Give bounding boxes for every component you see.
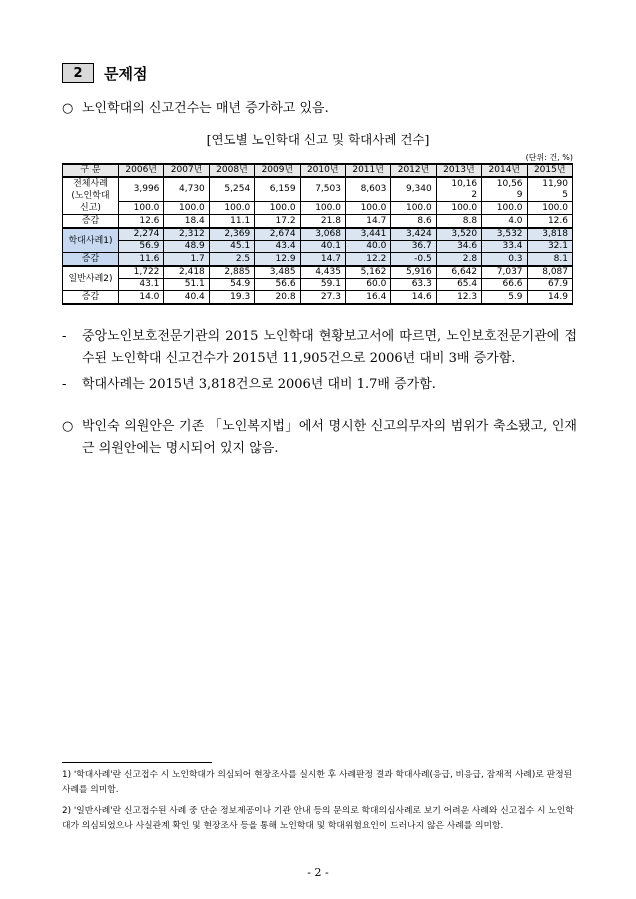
table-cell: 100.0 [300, 202, 345, 215]
table-cell: 48.9 [164, 241, 209, 253]
table-cell: 27.3 [300, 291, 345, 305]
paragraph-2 [62, 416, 577, 460]
table-cell: 100.0 [527, 202, 572, 215]
bullet-1-text: 중앙노인보호전문기관의 2015 노인학대 현황보고서에 따르면, 노인보호전문기관에 접수된 노인학대 신고건수가 2015년 11,905건으로 2006년 대비 3배 증가함. [82, 329, 577, 366]
row-label: 증감 [63, 291, 119, 305]
table-cell: 54.9 [209, 279, 254, 291]
table-cell: 12.2 [345, 253, 390, 267]
table-cell: 66.6 [482, 279, 527, 291]
table-cell: -0.5 [391, 253, 436, 267]
table-cell: 5,916 [391, 266, 436, 279]
section-number: 2 [62, 63, 94, 83]
table-cell: 4,435 [300, 266, 345, 279]
table-row [63, 215, 573, 229]
bullet-1 [62, 326, 577, 370]
table-cell: 8,603 [345, 177, 390, 202]
table-row [63, 228, 573, 241]
table-cell: 36.7 [391, 241, 436, 253]
table-cell: 11,90 5 [527, 177, 572, 202]
table-cell: 21.8 [300, 215, 345, 229]
table-cell: 8,087 [527, 266, 572, 279]
table-cell: 100.0 [345, 202, 390, 215]
table-cell: 32.1 [527, 241, 572, 253]
table-cell: 3,424 [391, 228, 436, 241]
dash-bullet: - [62, 377, 67, 392]
table-cell: 6,159 [255, 177, 300, 202]
table-cell: 100.0 [391, 202, 436, 215]
table-row [63, 177, 573, 202]
table-cell: 3,818 [527, 228, 572, 241]
table-row [63, 253, 573, 267]
table-cell: 100.0 [209, 202, 254, 215]
table-header-cell: 구 분 [63, 164, 119, 177]
table-cell: 1.7 [164, 253, 209, 267]
table-cell: 56.9 [119, 241, 164, 253]
table-cell: 2.8 [436, 253, 481, 267]
table-cell: 12.6 [119, 215, 164, 229]
table-cell: 3,532 [482, 228, 527, 241]
paragraph-2-text: 박인숙 의원안은 기존 「노인복지법」에서 명시한 신고의무자의 범위가 축소됐고, 인재근 의원안에는 명시되어 있지 않음. [82, 419, 577, 456]
row-label: 증감 [63, 215, 119, 229]
table-cell: 43.1 [119, 279, 164, 291]
table-cell: 14.9 [527, 291, 572, 305]
table-cell: 2,369 [209, 228, 254, 241]
table-cell: 59.1 [300, 279, 345, 291]
footnote-rule [62, 762, 212, 763]
table-cell: 40.0 [345, 241, 390, 253]
table-cell: 14.7 [345, 215, 390, 229]
table-cell: 8.1 [527, 253, 572, 267]
table-header-cell: 2012년 [391, 164, 436, 177]
table-header-cell: 2015년 [527, 164, 572, 177]
table-cell: 2,674 [255, 228, 300, 241]
table-cell: 67.9 [527, 279, 572, 291]
table-cell: 63.3 [391, 279, 436, 291]
table-cell: 4,730 [164, 177, 209, 202]
paragraph-1-text: 노인학대의 신고건수는 매년 증가하고 있음. [82, 101, 329, 116]
table-cell: 2.5 [209, 253, 254, 267]
row-label: 학대사례1) [63, 228, 119, 253]
table-cell: 5,162 [345, 266, 390, 279]
table-row [63, 266, 573, 279]
table-cell: 8.6 [391, 215, 436, 229]
table-cell: 0.3 [482, 253, 527, 267]
table-cell: 10,56 9 [482, 177, 527, 202]
bullet-2-text: 학대사례는 2015년 3,818건으로 2006년 대비 1.7배 증가함. [82, 377, 436, 392]
table-cell: 100.0 [482, 202, 527, 215]
table-cell: 5.9 [482, 291, 527, 305]
table-cell: 3,485 [255, 266, 300, 279]
paragraph-1 [62, 98, 329, 120]
table-cell: 7,037 [482, 266, 527, 279]
section-heading [62, 62, 147, 84]
table-cell: 2,274 [119, 228, 164, 241]
table-cell: 20.8 [255, 291, 300, 305]
table-cell: 9,340 [391, 177, 436, 202]
table-cell: 56.6 [255, 279, 300, 291]
table-cell: 33.4 [482, 241, 527, 253]
table-header-cell: 2006년 [119, 164, 164, 177]
table-header-cell: 2007년 [164, 164, 209, 177]
table-cell: 14.0 [119, 291, 164, 305]
table-cell: 8.8 [436, 215, 481, 229]
row-label: 증감 [63, 253, 119, 267]
circle-bullet: ○ [62, 419, 74, 434]
table-header-row [63, 164, 573, 177]
circle-bullet: ○ [62, 101, 74, 116]
table-cell: 2,312 [164, 228, 209, 241]
table-cell: 40.4 [164, 291, 209, 305]
table-cell: 17.2 [255, 215, 300, 229]
table-cell: 65.4 [436, 279, 481, 291]
table-cell: 3,996 [119, 177, 164, 202]
table-cell: 11.6 [119, 253, 164, 267]
table-cell: 19.3 [209, 291, 254, 305]
table-header-cell: 2013년 [436, 164, 481, 177]
table-cell: 3,441 [345, 228, 390, 241]
table-cell: 100.0 [164, 202, 209, 215]
table-cell: 11.1 [209, 215, 254, 229]
table-cell: 40.1 [300, 241, 345, 253]
table-cell: 12.3 [436, 291, 481, 305]
table-cell: 7,503 [300, 177, 345, 202]
table-caption: [연도별 노인학대 신고 및 학대사례 건수] [206, 132, 430, 147]
table-unit: (단위: 건, %) [525, 153, 573, 162]
table-cell: 1,722 [119, 266, 164, 279]
table-row [63, 279, 573, 291]
table-cell: 14.7 [300, 253, 345, 267]
row-label: 일반사례2) [63, 266, 119, 291]
table-cell: 3,068 [300, 228, 345, 241]
table-row [63, 241, 573, 253]
footnote-1: 1) '학대사례'란 신고접수 시 노인학대가 의심되어 현장조사를 실시한 후 사례판정 결과 학대사례(응급, 비응급, 잠재적 사례)로 판정된 사례를 의미함. [62, 770, 573, 795]
table-cell: 60.0 [345, 279, 390, 291]
table-header-cell: 2010년 [300, 164, 345, 177]
table-cell: 12.9 [255, 253, 300, 267]
table-header-cell: 2011년 [345, 164, 390, 177]
table-cell: 14.6 [391, 291, 436, 305]
table-cell: 4.0 [482, 215, 527, 229]
table-cell: 2,885 [209, 266, 254, 279]
abuse-stats-table [62, 163, 573, 305]
table-cell: 5,254 [209, 177, 254, 202]
table-cell: 10,16 2 [436, 177, 481, 202]
table-cell: 100.0 [119, 202, 164, 215]
bullet-2 [62, 374, 577, 396]
table-row [63, 291, 573, 305]
table-header-cell: 2008년 [209, 164, 254, 177]
footnote-2: 2) '일반사례'란 신고접수된 사례 중 단순 정보제공이나 기관 안내 등의 문의로 학대의심사례로 보기 어려운 사례와 신고접수 시 노인학대가 의심되었으나 사실관계 확인 및 현장조사 등을 통해 노인학대 및 학대위험요인이 드러나지 않은 사례를 의미함. [62, 806, 574, 831]
page-number: - 2 - [307, 866, 329, 879]
table-cell: 18.4 [164, 215, 209, 229]
table-header-cell: 2014년 [482, 164, 527, 177]
table-cell: 12.6 [527, 215, 572, 229]
table-cell: 3,520 [436, 228, 481, 241]
table-cell: 100.0 [436, 202, 481, 215]
table-cell: 51.1 [164, 279, 209, 291]
table-row [63, 202, 573, 215]
table-cell: 34.6 [436, 241, 481, 253]
table-cell: 45.1 [209, 241, 254, 253]
dash-bullet: - [62, 329, 67, 344]
row-label: 전체사례 (노인학대 신고) [63, 177, 119, 215]
table-header-cell: 2009년 [255, 164, 300, 177]
table-cell: 2,418 [164, 266, 209, 279]
table-cell: 6,642 [436, 266, 481, 279]
table-cell: 43.4 [255, 241, 300, 253]
section-title: 문제점 [104, 64, 148, 83]
table-cell: 16.4 [345, 291, 390, 305]
table-cell: 100.0 [255, 202, 300, 215]
